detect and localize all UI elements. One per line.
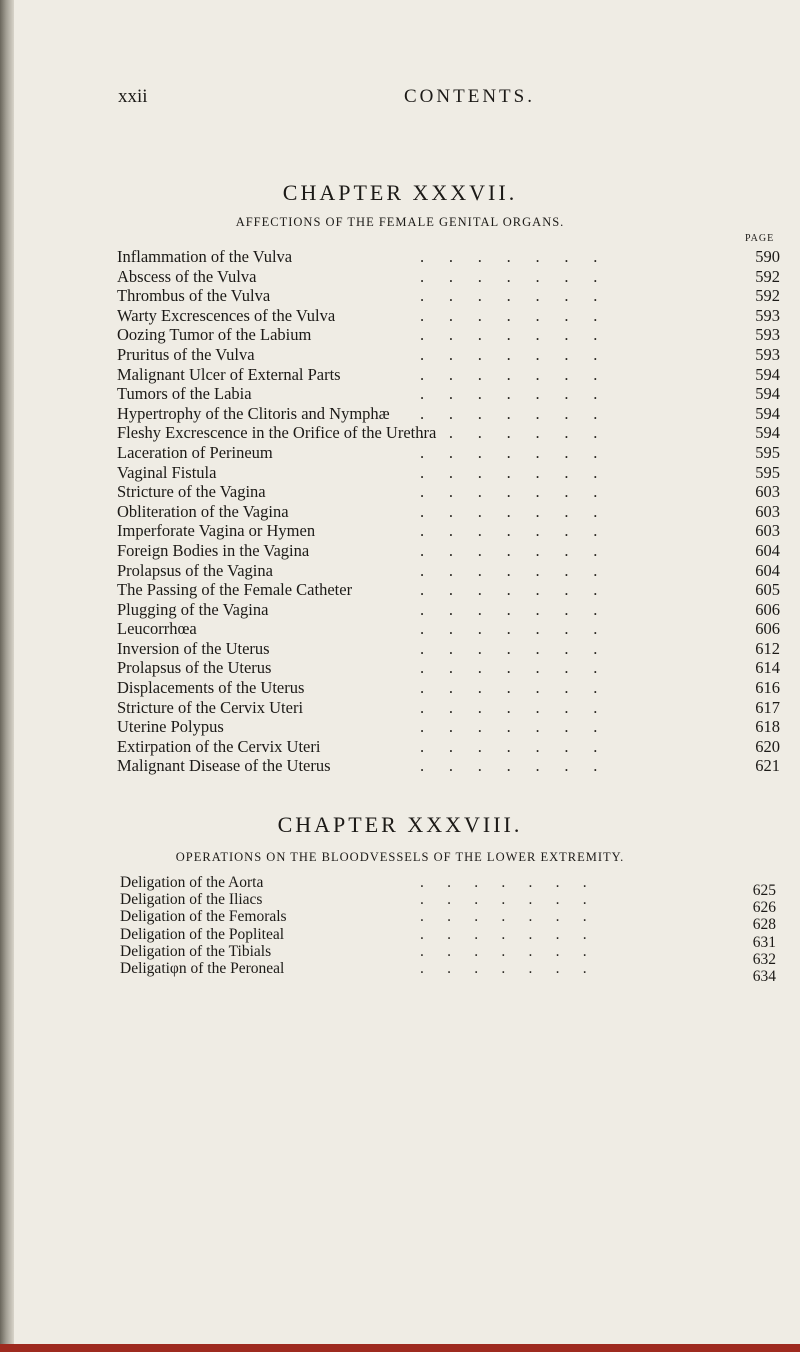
dot-leader: . . . . . . . [420, 942, 587, 960]
entry-page-number: 593 [755, 325, 780, 345]
toc-entry [0, 756, 800, 776]
toc-entry [0, 482, 800, 502]
entry-page-number: 618 [755, 717, 780, 737]
entry-page-number: 592 [755, 286, 780, 306]
entry-title: Uterine Polypus [117, 717, 224, 737]
page-column-label: PAGE [745, 233, 775, 244]
entry-title: Deligation of the Aorta [120, 874, 264, 891]
entry-title: The Passing of the Female Catheter [117, 580, 353, 600]
toc-entry [0, 443, 800, 463]
entry-page-number: 594 [755, 403, 780, 423]
entry-title: Plugging of the Vagina [117, 599, 269, 619]
dot-leader: . . . . . . . [420, 423, 598, 443]
entry-title: Deligation of the Tibials [120, 942, 272, 960]
running-title: CONTENTS. [404, 86, 535, 107]
entry-page-number: 590 [755, 247, 780, 266]
dot-leader: . . . . . . . [420, 521, 598, 541]
entry-page-number: 603 [755, 501, 780, 521]
dot-leader: . . . . . . . [420, 384, 598, 404]
dot-leader: . . . . . . . [420, 638, 598, 658]
entry-title: Displacements of the Uterus [117, 678, 305, 698]
dot-leader: . . . . . . . [420, 286, 598, 306]
toc-entry [0, 541, 800, 561]
dot-leader: . . . . . . . [420, 560, 598, 580]
dot-leader: . . . . . . . [420, 619, 598, 639]
chapter-title: CHAPTER XXXVIII. [277, 812, 523, 837]
toc-entry [0, 717, 800, 737]
entry-page-number: 614 [755, 658, 780, 678]
toc-entry [0, 639, 800, 659]
toc-list-chapter-38 [0, 874, 800, 985]
toc-entry [0, 325, 800, 345]
dot-leader: . . . . . . . [420, 736, 598, 756]
entry-title: Fleshy Excrescence in the Orifice of the Urethra [117, 423, 437, 443]
toc-entry [0, 580, 800, 600]
dot-leader: . . . . . . . [420, 403, 598, 423]
dot-leader: . . . . . . . [420, 364, 598, 384]
toc-entry [0, 384, 800, 404]
entry-page-number: 632 [752, 950, 776, 968]
toc-entry [0, 600, 800, 620]
entry-page-number: 616 [755, 678, 780, 698]
entry-page-number: 594 [755, 423, 780, 443]
chapter-subtitle: AFFECTIONS OF THE FEMALE GENITAL ORGANS. [235, 215, 565, 229]
toc-entry [0, 404, 800, 424]
entry-title: Deligatiφn of the Peroneal [120, 959, 285, 977]
dot-leader: . . . . . . . [420, 658, 598, 678]
dot-leader: . . . . . . . [420, 874, 587, 891]
entry-title: Laceration of Perineum [117, 442, 273, 462]
dot-leader: . . . . . . . [420, 501, 598, 521]
entry-page-number: 631 [752, 933, 776, 951]
entry-page-number: 594 [755, 364, 780, 384]
entry-title: Tumors of the Labia [117, 384, 252, 404]
toc-entry [0, 463, 800, 483]
dot-leader: . . . . . . . [420, 959, 587, 977]
toc-entry [0, 365, 800, 385]
entry-title: Vaginal Fistula [117, 462, 217, 482]
entry-page-number: 634 [752, 967, 776, 985]
page-number: xxii [118, 86, 148, 107]
entry-title: Inflammation of the Vulva [117, 247, 293, 266]
entry-title: Pruritus of the Vulva [117, 344, 255, 364]
entry-page-number: 594 [755, 384, 780, 404]
entry-title: Extirpation of the Cervix Uteri [117, 736, 321, 756]
dot-leader: . . . . . . . [420, 540, 598, 560]
entry-title: Malignant Disease of the Uterus [117, 756, 331, 776]
entry-title: Obliteration of the Vagina [117, 501, 289, 521]
toc-entry [0, 698, 800, 718]
toc-entry [0, 267, 800, 287]
toc-entry [0, 561, 800, 581]
entry-page-number: 593 [755, 305, 780, 325]
toc-entry [0, 345, 800, 365]
toc-entry [0, 247, 800, 267]
dot-leader: . . . . . . . [420, 247, 598, 266]
entry-title: Thrombus of the Vulva [117, 286, 271, 306]
dot-leader: . . . . . . . [420, 482, 598, 502]
entry-title: Foreign Bodies in the Vagina [117, 540, 310, 560]
entry-page-number: 592 [755, 266, 780, 286]
entry-page-number: 603 [755, 482, 780, 502]
toc-entry [0, 306, 800, 326]
entry-page-number: 617 [755, 697, 780, 717]
entry-page-number: 606 [755, 599, 780, 619]
entry-title: Abscess of the Vulva [117, 266, 257, 286]
dot-leader: . . . . . . . [420, 697, 598, 717]
entry-title: Prolapsus of the Vagina [117, 560, 273, 580]
toc-entry [0, 521, 800, 541]
entry-title: Deligation of the Femorals [120, 908, 287, 926]
dot-leader: . . . . . . . [420, 717, 598, 737]
dot-leader: . . . . . . . [420, 344, 598, 364]
entry-page-number: 603 [755, 521, 780, 541]
dot-leader: . . . . . . . [420, 756, 598, 776]
entry-title: Deligation of the Popliteal [120, 925, 285, 943]
entry-page-number: 625 [752, 882, 776, 899]
entry-title: Stricture of the Vagina [117, 482, 266, 502]
entry-title: Prolapsus of the Uterus [117, 658, 272, 678]
entry-title: Malignant Ulcer of External Parts [117, 364, 341, 384]
toc-entry [0, 619, 800, 639]
page-bottom-edge [0, 1344, 800, 1352]
chapter-subtitle: OPERATIONS ON THE BLOODVESSELS OF THE LOWER EXTREMITY. [175, 850, 625, 864]
dot-leader: . . . . . . . [420, 462, 598, 482]
dot-leader: . . . . . . . [420, 925, 587, 943]
dot-leader: . . . . . . . [420, 266, 598, 286]
entry-title: Oozing Tumor of the Labium [117, 325, 312, 345]
toc-list-chapter-37 [0, 247, 800, 776]
entry-page-number: 595 [755, 462, 780, 482]
entry-page-number: 626 [752, 899, 776, 917]
entry-title: Leucorrhœa [117, 619, 197, 639]
entry-title: Hypertrophy of the Clitoris and Nymphæ [117, 403, 390, 423]
toc-entry [0, 874, 800, 899]
entry-title: Warty Excrescences of the Vulva [117, 305, 336, 325]
entry-page-number: 604 [755, 540, 780, 560]
entry-page-number: 606 [755, 619, 780, 639]
entry-title: Deligation of the Iliacs [120, 891, 263, 909]
toc-entry [0, 678, 800, 698]
toc-entry [0, 658, 800, 678]
dot-leader: . . . . . . . [420, 599, 598, 619]
dot-leader: . . . . . . . [420, 442, 598, 462]
page-header [0, 86, 800, 114]
entry-page-number: 628 [752, 916, 776, 934]
entry-title: Stricture of the Cervix Uteri [117, 697, 304, 717]
toc-entry [0, 286, 800, 306]
dot-leader: . . . . . . . [420, 325, 598, 345]
entry-page-number: 593 [755, 344, 780, 364]
entry-page-number: 604 [755, 560, 780, 580]
toc-entry [0, 737, 800, 757]
dot-leader: . . . . . . . [420, 678, 598, 698]
entry-title: Imperforate Vagina or Hymen [117, 521, 316, 541]
entry-page-number: 605 [755, 580, 780, 600]
dot-leader: . . . . . . . [420, 305, 598, 325]
dot-leader: . . . . . . . [420, 891, 587, 909]
toc-entry [0, 423, 800, 443]
chapter-title: CHAPTER XXXVII. [282, 180, 518, 205]
entry-page-number: 621 [755, 756, 780, 776]
toc-entry [0, 502, 800, 522]
entry-page-number: 595 [755, 442, 780, 462]
entry-page-number: 612 [755, 638, 780, 658]
dot-leader: . . . . . . . [420, 580, 598, 600]
entry-page-number: 620 [755, 736, 780, 756]
dot-leader: . . . . . . . [420, 908, 587, 926]
entry-title: Inversion of the Uterus [117, 638, 270, 658]
